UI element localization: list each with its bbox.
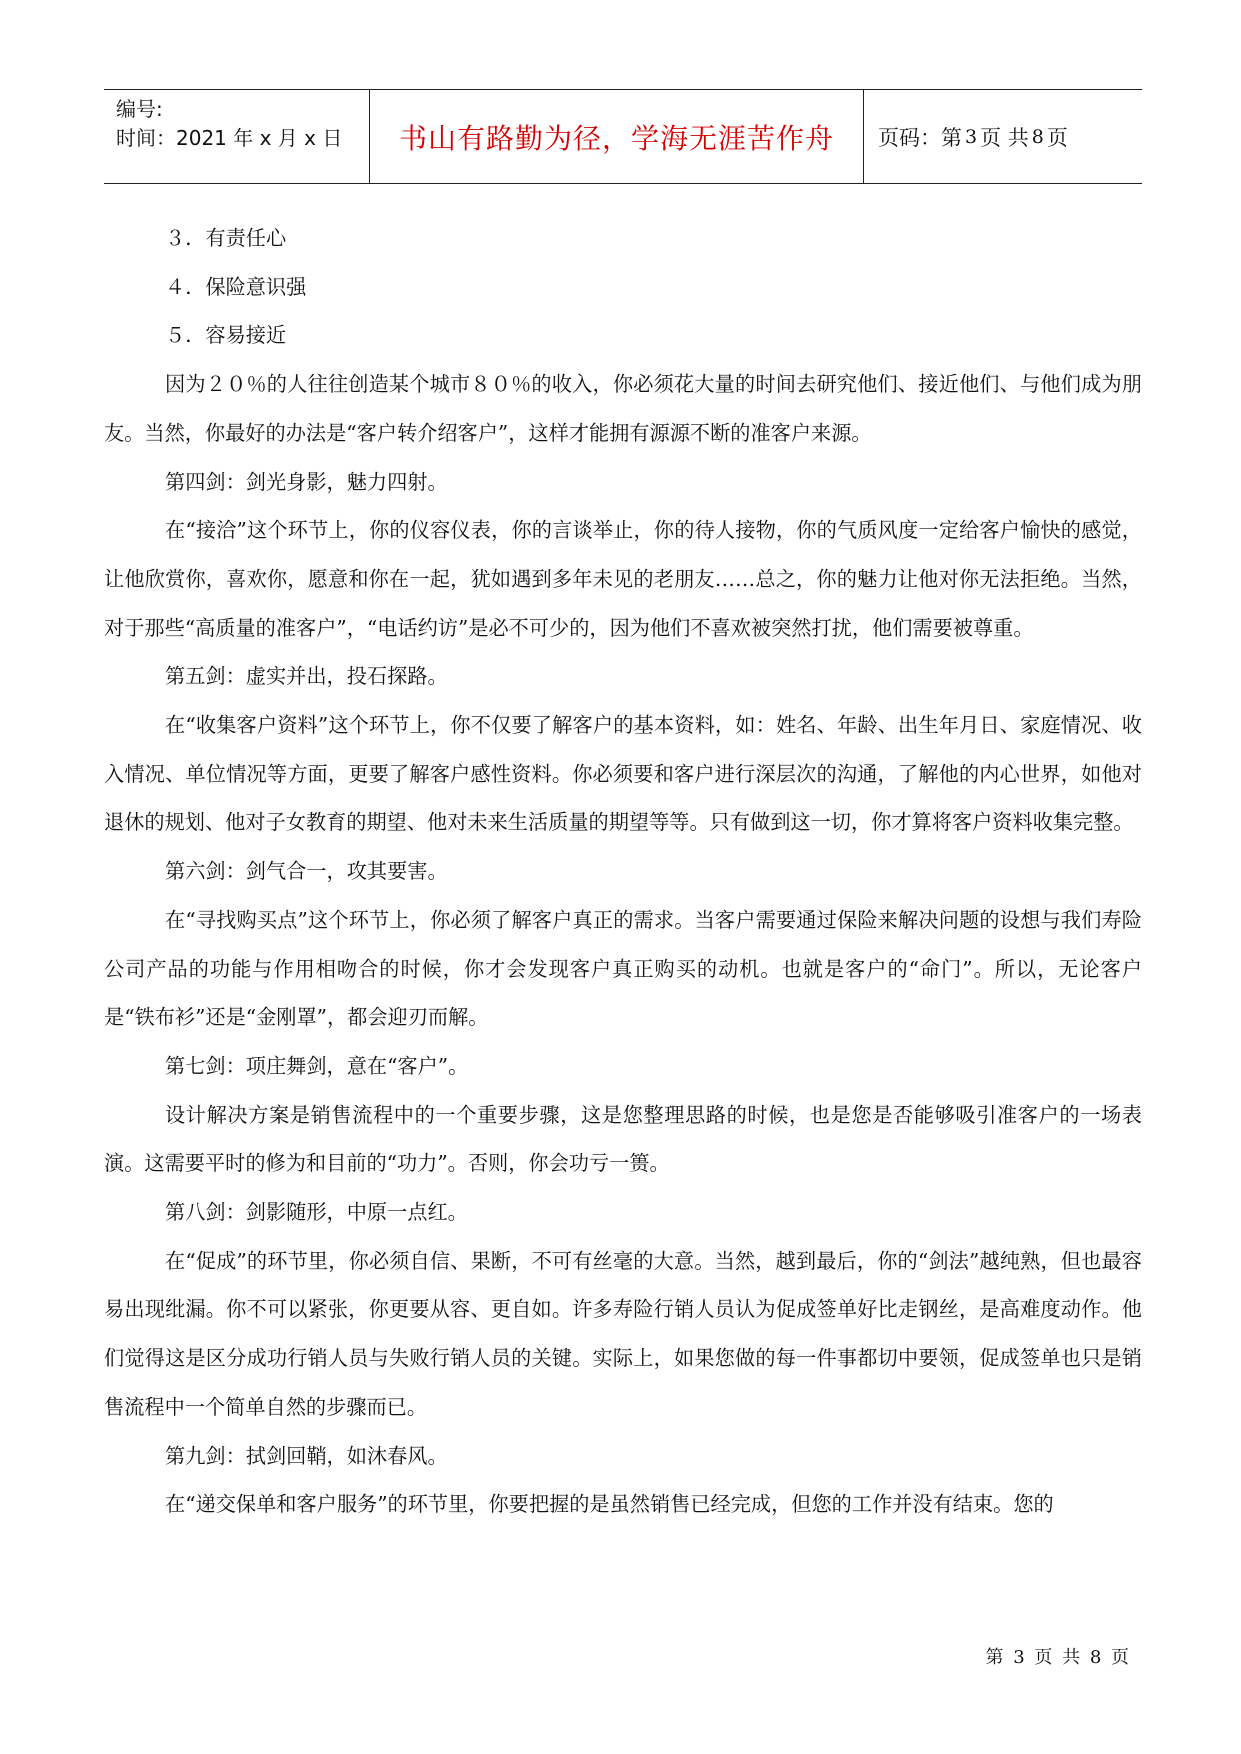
header-meta (104, 90, 370, 183)
serial-number-label: 编号: (116, 97, 163, 121)
page-prefix: 页码：第 (878, 125, 962, 150)
page-mid: 页 共 (980, 125, 1029, 150)
paragraph: 在“促成”的环节里，你必须自信、果断，不可有丝毫的大意。当然，越到最后，你的“剑法”越纯熟，但也最容易出现纰漏。你不可以紧张，你更要从容、更自如。许多寿险行销人员认为促成签单好比走钢丝，是高难度动作。他们觉得这是区分成功行销人员与失败行销人员的关键。实际上，如果您做的每一件事都切中要领，促成签单也只是销售流程中一个简单自然的步骤而已。 (104, 1248, 1142, 1419)
paragraph: 因为２０％的人往往创造某个城市８０％的收入，你必须花大量的时间去研究他们、接近他们、与他们成为朋友。当然，你最好的办法是“客户转介绍客户”，这样才能拥有源源不断的准客户来源。 (104, 372, 1142, 445)
document-body (104, 214, 1142, 1529)
page-total: 8 (1031, 125, 1044, 148)
section-heading: 第九剑：拭剑回鞘，如沐春风。 (165, 1443, 448, 1468)
paragraph: 在“收集客户资料”这个环节上，你不仅要了解客户的基本资料，如：姓名、年龄、出生年月日、家庭情况、收入情况、单位情况等方面，更要了解客户感性资料。你必须要和客户进行深层次的沟通，了解他的内心世界，如他对退休的规划、他对子女教育的期望、他对未来生活质量的期望等等。只有做到这一切，你才算将客户资料收集完整。 (104, 713, 1142, 835)
time-label: 时间：2021 年 x 月 x 日 (116, 126, 343, 150)
motto: 书山有路勤为径，学海无涯苦作舟 (398, 121, 834, 155)
section-heading: 第五剑：虚实并出，投石探路。 (165, 664, 448, 689)
header-motto-cell (370, 90, 864, 183)
section-heading: 第四剑：剑光身影，魅力四射。 (165, 469, 448, 494)
list-item: ５．容易接近 (165, 323, 287, 348)
section-heading: 第七剑：项庄舞剑，意在“客户”。 (165, 1053, 469, 1078)
header-page-info (864, 90, 1142, 183)
page-current: 3 (965, 125, 978, 148)
paragraph: 设计解决方案是销售流程中的一个重要步骤，这是您整理思路的时候，也是您是否能够吸引准客户的一场表演。这需要平时的修为和目前的“功力”。否则，你会功亏一篑。 (104, 1102, 1142, 1176)
paragraph: 在“寻找购买点”这个环节上，你必须了解客户真正的需求。当客户需要通过保险来解决问题的设想与我们寿险公司产品的功能与作用相吻合的时候，你才会发现客户真正购买的动机。也就是客户的“命门”。所以，无论客户是“铁布衫”还是“金刚罩”，都会迎刃而解。 (104, 907, 1142, 1030)
page-footer: 第 3 页 共 8 页 (985, 1647, 1129, 1668)
page-header (104, 89, 1142, 184)
paragraph: 在“递交保单和客户服务”的环节里，你要把握的是虽然销售已经完成，但您的工作并没有结束。您的 (165, 1492, 1054, 1517)
list-item: ３．有责任心 (165, 226, 287, 250)
page-suffix: 页 (1046, 125, 1068, 150)
section-heading: 第八剑：剑影随形，中原一点红。 (165, 1200, 468, 1225)
section-heading: 第六剑：剑气合一，攻其要害。 (165, 859, 448, 884)
list-item: ４．保险意识强 (165, 274, 307, 299)
paragraph: 在“接洽”这个环节上，你的仪容仪表，你的言谈举止，你的待人接物，你的气质风度一定给客户愉快的感觉，让他欣赏你，喜欢你，愿意和你在一起，犹如遇到多年未见的老朋友……总之，你的魅力让他对你无法拒绝。当然，对于那些“高质量的准客户”，“电话约访”是必不可少的，因为他们不喜欢被突然打扰，他们需要被尊重。 (104, 518, 1142, 640)
